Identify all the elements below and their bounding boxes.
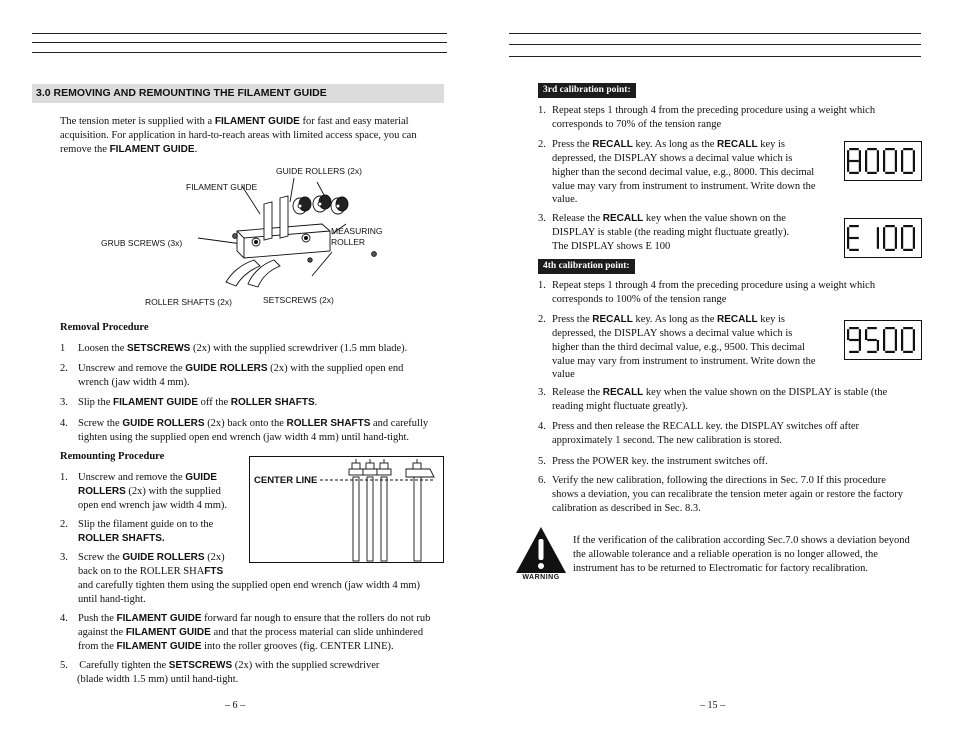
lcd-segment [895,227,897,238]
lcd-segment [849,327,859,329]
roller-shaft [363,459,377,561]
lcd-segment [847,150,849,161]
header-rule [32,42,447,43]
intro-paragraph: The tension meter is supplied with a FILAMENT GUIDE for fast and easy material acquisition. For application in hard-to-reach areas with limited access space, you can remove the FILAMENT GUIDE. [60,116,417,155]
center-line-figure [249,456,444,563]
guide-roller [331,197,348,214]
removal-step: 4. Screw the GUIDE ROLLERS (2x) back onto the ROLLER SHAFTS and carefully tighten using the supplied open end wrench (jaw width 4 mm) until hand-tight. [60,418,429,443]
lcd-segment [901,227,903,238]
lcd-segment [883,238,885,249]
lcd-segment [895,238,897,249]
filament-guide-side [406,459,434,561]
label-grub-screws: GRUB SCREWS (3x) [101,238,183,248]
guide-roller [313,195,331,212]
lcd-segment [847,238,849,249]
left-page [32,0,447,738]
cal4-step: 5. Press the POWER key. the instrument switches off. [538,456,768,467]
lcd-segment [877,227,879,238]
lcd-segment [913,329,915,340]
lcd-segment [883,161,885,172]
lcd-segment [895,329,897,340]
lcd-segment [903,249,913,251]
label-setscrews: SETSCREWS (2x) [263,295,334,305]
label-roller-shafts: ROLLER SHAFTS (2x) [145,297,232,307]
lcd-segment [903,148,913,150]
remount-step: 1. Unscrew and remove the GUIDE ROLLERS (2x) with the supplied open end wrench jaw width 4 mm). [60,472,228,511]
removal-step: 3. Slip the FILAMENT GUIDE off the ROLLER SHAFTS. [60,397,318,408]
section-title: 3.0 REMOVING AND REMOUNTING THE FILAMENT GUIDE [32,84,444,103]
lcd-segment [849,351,859,353]
page-number: – 6 – [225,700,245,711]
lcd-segment [903,351,913,353]
lcd-segment [867,148,877,150]
lcd-segment [865,329,867,340]
removal-step: 1 Loosen the SETSCREWS (2x) with the supplied screwdriver (1.5 mm blade). [60,343,408,354]
lcd-segment [847,161,849,172]
page-number: – 15 – [700,700,725,711]
remount-step: 2. Slip the filament guide on to the ROLLER SHAFTS. [60,519,214,544]
lcd-display [844,141,922,181]
cal4-heading: 4th calibration point: [538,259,635,274]
lcd-readout [845,142,921,180]
center-line-label: CENTER LINE [254,475,318,486]
lcd-segment [849,225,859,227]
lcd-segment [913,161,915,172]
lcd-segment [867,339,877,341]
guide-upright [264,202,272,240]
lcd-segment [901,161,903,172]
warning-icon [514,525,568,575]
lcd-segment [877,161,879,172]
lcd-segment [849,237,859,239]
lcd-display [844,218,922,258]
lcd-segment [859,329,861,340]
lcd-segment [895,161,897,172]
lcd-segment [901,340,903,351]
lcd-segment [883,340,885,351]
removal-title: Removal Procedure [60,322,149,333]
cal3-step: 1. Repeat steps 1 through 4 from the preceding procedure using a weight which corresponds to 70% of the tension range [538,105,876,130]
roller-shaft [349,459,363,561]
lcd-segment [913,150,915,161]
lcd-segment [859,340,861,351]
lcd-segment [901,329,903,340]
lcd-segment [883,329,885,340]
cal3-step: 3. Release the RECALL key when the value shown on the DISPLAY is stable (the reading might fluctuate greatly). The DISPLAY shows E 100 [538,213,790,252]
right-page [509,0,921,738]
lcd-segment [895,150,897,161]
header-rule [509,56,921,57]
lcd-segment [913,238,915,249]
lcd-segment [867,172,877,174]
label-guide-rollers: GUIDE ROLLERS (2x) [276,166,362,176]
lcd-segment [913,227,915,238]
lcd-display [844,320,922,360]
lcd-segment [849,339,859,341]
header-rule [509,33,921,34]
lcd-segment [849,172,859,174]
lcd-segment [865,161,867,172]
lcd-segment [877,238,879,249]
lcd-segment [849,148,859,150]
lcd-readout [845,219,921,257]
lcd-segment [885,351,895,353]
cal4-step: 6. Verify the new calibration, following the directions in Sec. 7.0 If this procedure shows a deviation, you can recalibrate the tension meter again or restore the factory calibration as described in Sec. 8.3. [538,475,904,514]
roller-shaft [226,260,280,287]
cal4-step: 1. Repeat steps 1 through 4 from the preceding procedure using a weight which corresponds to 100% of the tension range [538,280,876,305]
lcd-segment [885,172,895,174]
lcd-segment [903,225,913,227]
cal4-step: 2. Press the RECALL key. As long as the RECALL key is depressed, the DISPLAY shows a decimal value which is higher than the third decimal value, e.g., 9500. This decimal value may vary from instrument to instrument. Write down the value [538,314,816,381]
lcd-segment [849,249,859,251]
lcd-segment [883,150,885,161]
remounting-title: Remounting Procedure [60,451,165,462]
lcd-segment [847,227,849,238]
lcd-segment [913,340,915,351]
removal-step: 2. Unscrew and remove the GUIDE ROLLERS (2x) with the supplied open end wrench (jaw width 4 mm). [60,363,404,388]
warning-symbol [514,525,568,583]
lcd-segment [859,150,861,161]
lcd-segment [885,327,895,329]
lcd-segment [903,327,913,329]
lcd-segment [859,161,861,172]
guide-roller [293,197,311,214]
lcd-segment [849,160,859,162]
remount-step: 5. Carefully tighten the SETSCREWS (2x) with the supplied screwdriver (blade width 1.5 mm) until hand-tight. [60,660,380,685]
cal4-step: 4. Press and then release the RECALL key. the DISPLAY switches off after approximately 1 second. The new calibration is stored. [538,421,860,446]
label-roller: ROLLER [331,237,366,247]
header-rule [32,33,447,34]
lcd-segment [867,327,877,329]
warning-label: WARNING [522,574,560,581]
lcd-segment [885,249,895,251]
remount-step: 3. Screw the GUIDE ROLLERS (2x) back on to the ROLLER SHAFTS and carefully tighten them using the supplied open end wrench (jaw width 4 mm) until hand-tight. [60,552,421,605]
warning-text: If the verification of the calibration according Sec.7.0 shows a deviation beyond the allowable tolerance and a reliable operation is no longer allowed, the instrument has to be returned to Electromatic for factory recalibration. [573,535,910,574]
label-filament-guide: FILAMENT GUIDE [186,182,258,192]
header-rule [509,44,921,45]
lcd-segment [877,340,879,351]
lcd-segment [903,172,913,174]
label-measuring: MEASURING [331,226,383,236]
roller-shaft [377,459,391,561]
cal3-step: 2. Press the RECALL key. As long as the RECALL key is depressed, the DISPLAY shows a decimal value which is higher than the second decimal value, e.g., 8000. This decimal value may vary from instrument to instrument. Write down the value. [538,139,816,206]
leader-line [312,252,332,276]
lcd-segment [877,150,879,161]
lcd-segment [885,225,895,227]
cal3-heading: 3rd calibration point: [538,83,636,98]
lcd-segment [883,227,885,238]
remount-step: 4. Push the FILAMENT GUIDE forward far nough to ensure that the rollers do not rub against the FILAMENT GUIDE and that the process material can slide unhindered from the FILAMENT GUIDE into the roller grooves (fig. CENTER LINE). [60,613,431,652]
cal4-step: 3. Release the RECALL key when the value shown on the DISPLAY is stable (the reading might fluctuate greatly). [538,387,888,412]
lcd-segment [847,329,849,340]
lcd-segment [901,150,903,161]
header-rule [32,52,447,53]
lcd-segment [895,340,897,351]
lcd-segment [901,238,903,249]
lcd-segment [867,351,877,353]
leader-line [198,238,242,244]
lcd-segment [865,150,867,161]
leader-line [290,178,294,202]
lcd-readout [845,321,921,359]
lcd-segment [885,148,895,150]
